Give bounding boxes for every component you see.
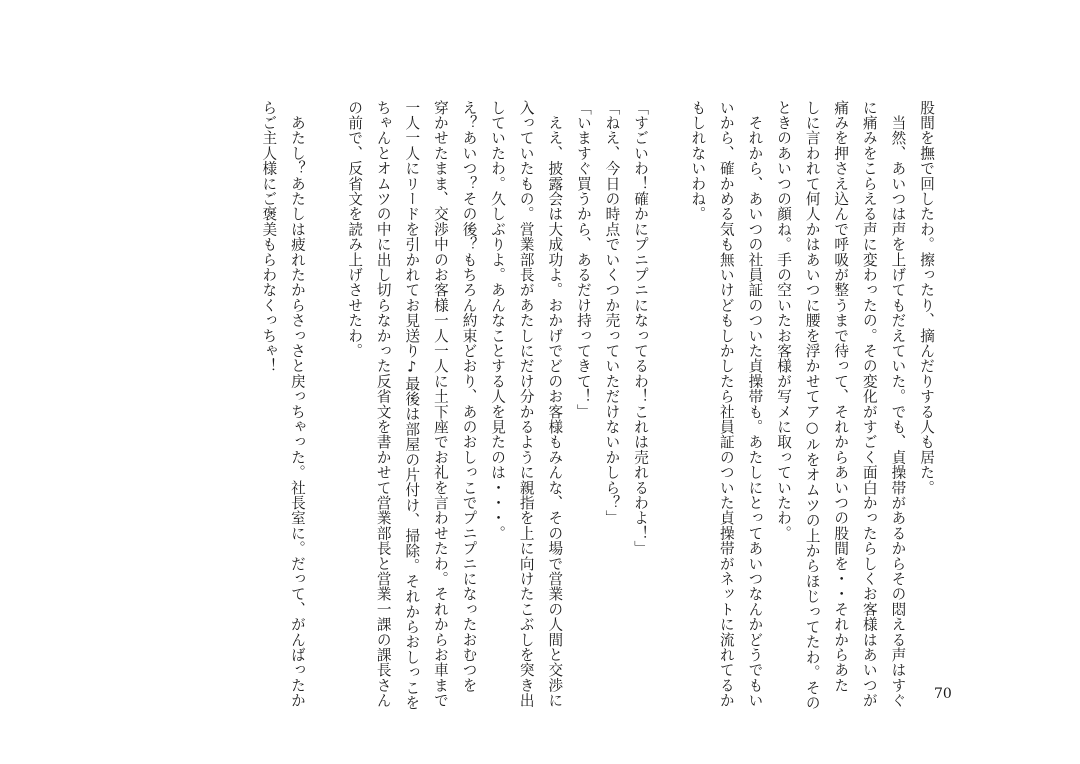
text-line: いから、確かめる気も無いけどもしかしたら社員証のついた貞操帯がネットに流れてるか xyxy=(717,100,735,708)
text-line: らご主人様にご褒美もらわなくっちゃ！ xyxy=(260,100,278,374)
text-line: ええ、披露会は大成功よ。おかげでどのお客様もみんな、その場で営業の人間と交渉に xyxy=(546,100,564,708)
text-line: 痛みを押さえ込んで呼吸が整うまで待って、それからあいつの股間を・・それからあた xyxy=(832,100,850,693)
text-line: 「いますぐ買うから、あるだけ持ってきて！」 xyxy=(574,100,592,420)
vertical-text-block xyxy=(254,100,940,711)
text-line: 「すごいわ！確かにプニプニになってるわ！これは売れるわよ！」 xyxy=(632,100,650,556)
text-line: ときのあいつの顔ね。手の空いたお客様が写メに取っていたわ。 xyxy=(775,100,793,541)
blank-line xyxy=(654,100,683,680)
text-line: の前で、反省文を読み上げさせたわ。 xyxy=(346,100,364,359)
text-line: に痛みをこらえる声に変わったの。その変化がすごく面白かったらしくお客様はあいつが xyxy=(860,100,878,708)
text-line: 股間を撫で回したわ。擦ったり、摘んだりする人も居た。 xyxy=(918,100,935,496)
page-number: 70 xyxy=(934,686,952,702)
text-line: 穿かせたまま、交渉中のお客様一人一人に土下座でお礼を言わせたわ。それからお車まで xyxy=(431,100,449,708)
text-line: しに言われて何人かはあいつに腰を浮かせてア○ルをオムツの上からほじってたわ。その xyxy=(803,100,821,711)
text-line: 当然、あいつは声を上げてもだえていた。でも、貞操帯があるからその悶える声はすぐ xyxy=(889,100,907,708)
text-line: それから、あいつの社員証のついた貞操帯も。あたしにとってあいつなんかどうでもい xyxy=(746,100,764,708)
text-line: あたし？あたしは疲れたからさっさと戻っちゃった。社長室に。だって、がんばったか xyxy=(288,100,306,708)
blank-line xyxy=(311,100,340,680)
text-line: もしれないわね。 xyxy=(689,100,707,222)
text-line: 一人一人にリードを引かれてお見送り♪最後は部屋の片付け、掃除。それからおしっこを xyxy=(403,100,421,711)
text-line: ちゃんとオムツの中に出し切らなかった反省文を書かせて営業部長と営業一課の課長さん xyxy=(374,100,392,708)
text-line: していたわ。久しぶりよ。あんなことする人を見たのは・・・。 xyxy=(489,100,507,541)
text-line: え？あいつ？その後？もちろん約束どおり、あのおしっこでプニプニになったおむつを xyxy=(460,100,478,693)
text-line: 入っていたもの。営業部長があたしにだけ分かるように親指を上に向けたこぶしを突き出 xyxy=(517,100,535,708)
text-line: 「ねえ、今日の時点でいくつか売っていただけないかしら？」 xyxy=(603,100,621,526)
